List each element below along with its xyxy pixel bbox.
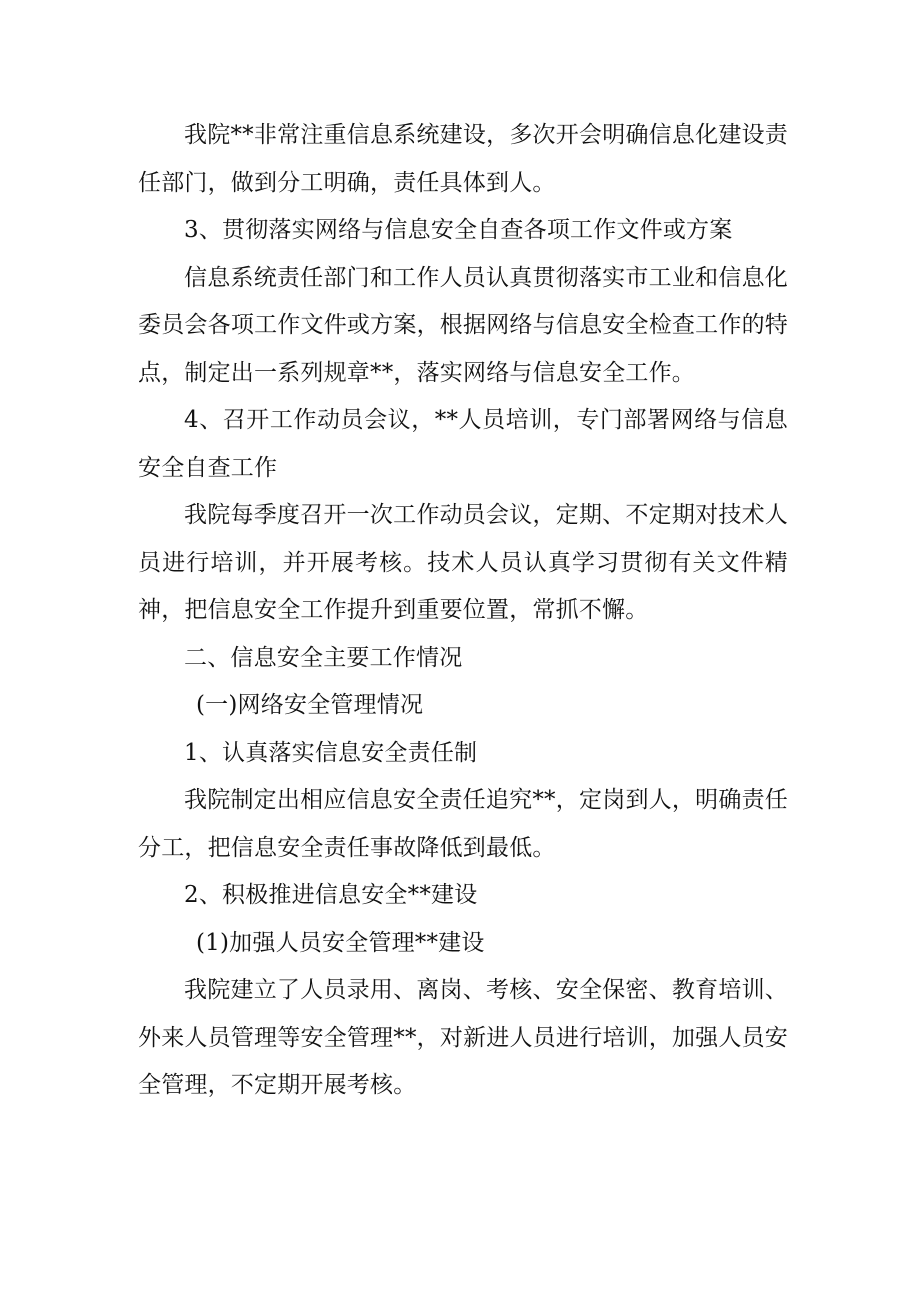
heading-3-implement-documents: 3、贯彻落实网络与信息安全自查各项工作文件或方案 <box>184 217 733 243</box>
paragraph-responsibility-departments: 我院**非常注重信息系统建设，多次开会明确信息化建设责任部门，做到分工明确，责任具体到人。 <box>138 122 788 196</box>
paragraph-quarterly-meeting: 我院每季度召开一次工作动员会议，定期、不定期对技术人员进行培训，并开展考核。技术人员认真学习贯彻有关文件精神，把信息安全工作提升到重要位置，常抓不懈。 <box>138 502 788 623</box>
heading-personnel-security: (1)加强人员安全管理**建设 <box>196 929 485 956</box>
document-body <box>138 112 788 1110</box>
paragraph-personnel-security: 我院建立了人员录用、离岗、考核、安全保密、教育培训、外来人员管理等安全管理**，对新进人员进行培训，加强人员安全管理，不定期开展考核。 <box>138 977 788 1098</box>
heading-section-two: 二、信息安全主要工作情况 <box>184 644 463 671</box>
heading-1-responsibility-system: 1、认真落实信息安全责任制 <box>184 739 478 766</box>
heading-2-security-construction: 2、积极推进信息安全**建设 <box>184 882 478 908</box>
paragraph-responsibility-system: 我院制定出相应信息安全责任追究**，定岗到人，明确责任分工，把信息安全责任事故降低到最低。 <box>138 787 788 861</box>
heading-4-mobilization-meeting: 4、召开工作动员会议，**人员培训，专门部署网络与信息安全自查工作 <box>138 407 788 481</box>
paragraph-implement-documents: 信息系统责任部门和工作人员认真贯彻落实市工业和信息化委员会各项工作文件或方案，根据网络与信息安全检查工作的特点，制定出一系列规章**，落实网络与信息安全工作。 <box>138 264 788 386</box>
heading-network-security-management: (一)网络安全管理情况 <box>196 692 424 718</box>
